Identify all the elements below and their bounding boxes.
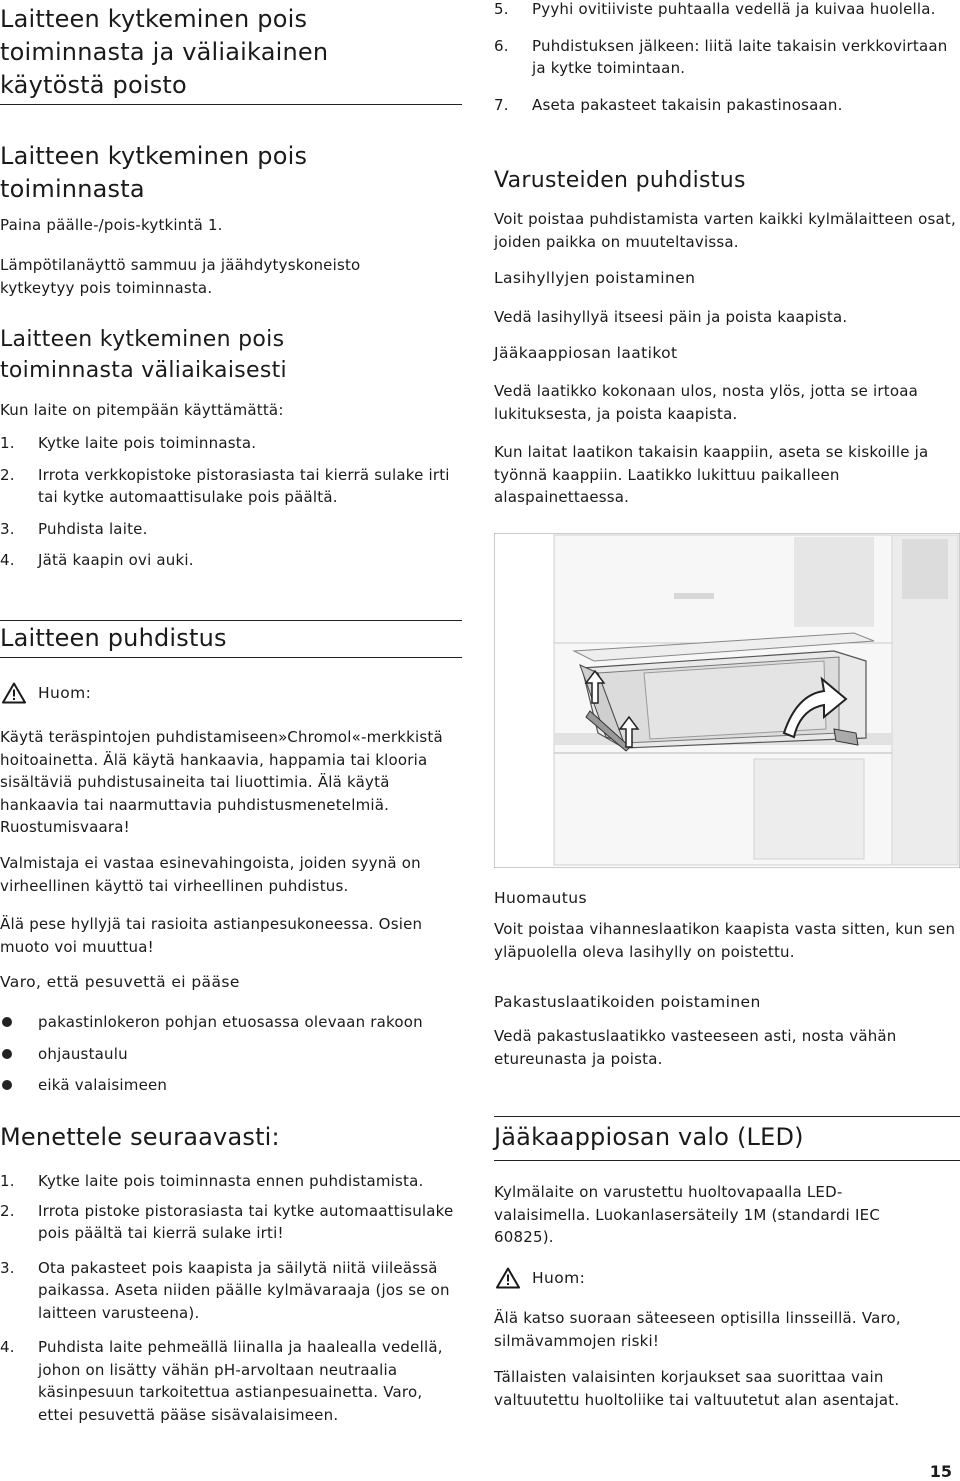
list-item: 2. Irrota verkkopistoke pistorasiasta tai kierrä sulake irti tai kytke automaattisulake pois päältä. bbox=[0, 465, 450, 506]
heading-procedure: Menettele seuraavasti: bbox=[0, 1123, 280, 1151]
list-item: 5. Pyyhi ovitiiviste puhtaalla vedellä ja kuivaa huolella. bbox=[494, 0, 936, 18]
list-item: 1. Kytke laite pois toiminnasta ennen puhdistamista. bbox=[0, 1172, 424, 1190]
heading-cleaning: Laitteen puhdistus bbox=[0, 624, 227, 652]
list-item: eikä valaisimeen bbox=[0, 1074, 462, 1106]
heading-careful-water: Varo, että pesuvettä ei pääse bbox=[0, 973, 240, 991]
heading-switch-off-and-decommission: Laitteen kytkeminen pois toiminnasta ja väliaikainen käytöstä poisto bbox=[0, 5, 329, 99]
heading-fridge-drawers: Jääkaappiosan laatikot bbox=[494, 344, 678, 362]
list-item: pakastinlokeron pohjan etuosassa olevaan rakoon bbox=[0, 1011, 462, 1043]
note-heading bbox=[2, 682, 91, 704]
temporary-steps-list bbox=[0, 432, 462, 572]
paragraph-drawers-1: Vedä laatikko kokonaan ulos, nosta ylös, jotta se irtoaa lukituksesta, ja poista kaapista. bbox=[494, 382, 918, 423]
section-rule-top bbox=[494, 1116, 960, 1117]
note-label: Huom: bbox=[38, 684, 92, 702]
list-item: 4. Puhdista laite pehmeällä liinalla ja haalealla vedellä, johon on lisätty vähän pH-arvoltaan neutraalia käsinpesuun tarkoitettua astianpesuainetta. Varo, ettei pesuvettä pääse sisävalaisimeen. bbox=[0, 1338, 443, 1424]
heading-switch-off: Laitteen kytkeminen pois toiminnasta bbox=[0, 142, 308, 203]
paragraph-display-off: Lämpötilanäyttö sammuu ja jäähdytyskoneisto kytkeytyy pois toiminnasta. bbox=[0, 256, 361, 297]
warning-icon bbox=[496, 1267, 520, 1289]
bullet-icon bbox=[2, 1049, 12, 1059]
page-number: 15 bbox=[929, 1462, 952, 1481]
paragraph-led: Kylmälaite on varustettu huoltovapaalla LED-valaisimella. Luokanlasersäteily 1M (standardi IEC 60825). bbox=[494, 1183, 880, 1246]
note-label: Huom: bbox=[532, 1269, 586, 1287]
paragraph-drawers-2: Kun laitat laatikon takaisin kaappiin, aseta se kiskoille ja työnnä kaappiin. Laatikko lukittuu paikalleen alaspainettaessa. bbox=[494, 443, 929, 506]
heading-led-light: Jääkaappiosan valo (LED) bbox=[494, 1123, 804, 1151]
section-rule-bottom bbox=[0, 657, 462, 658]
note-heading bbox=[496, 1267, 585, 1289]
heading-freezer-drawers: Pakastuslaatikoiden poistaminen bbox=[494, 993, 761, 1011]
warning-icon bbox=[2, 682, 26, 704]
paragraph-led-warning: Älä katso suoraan säteeseen optisilla linsseillä. Varo, silmävammojen riski! bbox=[494, 1309, 901, 1350]
list-item: 4. Jätä kaapin ovi auki. bbox=[0, 551, 194, 569]
paragraph-glass-shelves: Vedä lasihyllyä itseesi päin ja poista kaapista. bbox=[494, 308, 848, 326]
heading-rule bbox=[0, 104, 462, 105]
heading-notice: Huomautus bbox=[494, 889, 587, 907]
paragraph-note: Käytä teräspintojen puhdistamiseen»Chromol«-merkkistä hoitoainetta. Älä käytä hankaavia, happamia tai klooria sisältäviä puhdistusaineita tai liuottimia. Älä käytä hankaavia tai naarmuttavia puhdistusmenetelmiä. Ruostumisvaara! bbox=[0, 728, 443, 836]
list-item: 2. Irrota pistoke pistorasiasta tai kytke automaattisulake pois päältä tai kierrä sulake irti! bbox=[0, 1201, 454, 1242]
list-item: 1. Kytke laite pois toiminnasta. bbox=[0, 434, 257, 452]
bullet-icon bbox=[2, 1017, 12, 1027]
list-item: 7. Aseta pakasteet takaisin pakastinosaan. bbox=[494, 95, 843, 114]
list-item: ohjaustaulu bbox=[0, 1043, 462, 1075]
procedure-steps-list bbox=[0, 1170, 462, 1426]
list-item: 3. Ota pakasteet pois kaapista ja säilytä niitä viileässä paikassa. Aseta niiden päälle kylmävaraaja (jos se on laitteen varusteena). bbox=[0, 1258, 450, 1322]
section-rule-bottom bbox=[494, 1160, 960, 1161]
heading-accessories-cleaning: Varusteiden puhdistus bbox=[494, 168, 746, 193]
procedure-steps-continued bbox=[494, 0, 960, 116]
paragraph-freezer-drawers: Vedä pakastuslaatikko vasteeseen asti, nosta vähän etureunasta ja poista. bbox=[494, 1027, 897, 1068]
water-bullets-list bbox=[0, 1011, 462, 1106]
paragraph-notice: Voit poistaa vihanneslaatikon kaapista vasta sitten, kun sen yläpuolella oleva lasihylly on poistettu. bbox=[494, 920, 956, 961]
heading-glass-shelves: Lasihyllyjen poistaminen bbox=[494, 269, 696, 287]
paragraph-press-switch: Paina päälle-/pois-kytkintä 1. bbox=[0, 216, 223, 234]
section-rule-top bbox=[0, 620, 462, 621]
list-item: 3. Puhdista laite. bbox=[0, 519, 148, 538]
paragraph-liability: Valmistaja ei vastaa esinevahingoista, joiden syynä on virheellinen käyttö tai virheellinen puhdistus. bbox=[0, 854, 421, 895]
bullet-icon bbox=[2, 1080, 12, 1090]
paragraph-temporary-intro: Kun laite on pitempään käyttämättä: bbox=[0, 401, 284, 419]
drawer-removal-illustration bbox=[494, 533, 960, 868]
drawer-illustration-svg bbox=[494, 533, 960, 868]
list-item: 6. Puhdistuksen jälkeen: liitä laite takaisin verkkovirtaan ja kytke toimintaan. bbox=[494, 36, 948, 77]
paragraph-dishwasher: Älä pese hyllyjä tai rasioita astianpesukoneessa. Osien muoto voi muuttua! bbox=[0, 915, 423, 956]
heading-temporary-off: Laitteen kytkeminen pois toiminnasta väliaikaisesti bbox=[0, 327, 287, 383]
paragraph-led-repairs: Tällaisten valaisinten korjaukset saa suorittaa vain valtuutettu huoltoliike tai valtuutetut alan asentajat. bbox=[494, 1368, 900, 1409]
paragraph-accessories: Voit poistaa puhdistamista varten kaikki kylmälaitteen osat, joiden paikka on muuteltavissa. bbox=[494, 210, 956, 251]
